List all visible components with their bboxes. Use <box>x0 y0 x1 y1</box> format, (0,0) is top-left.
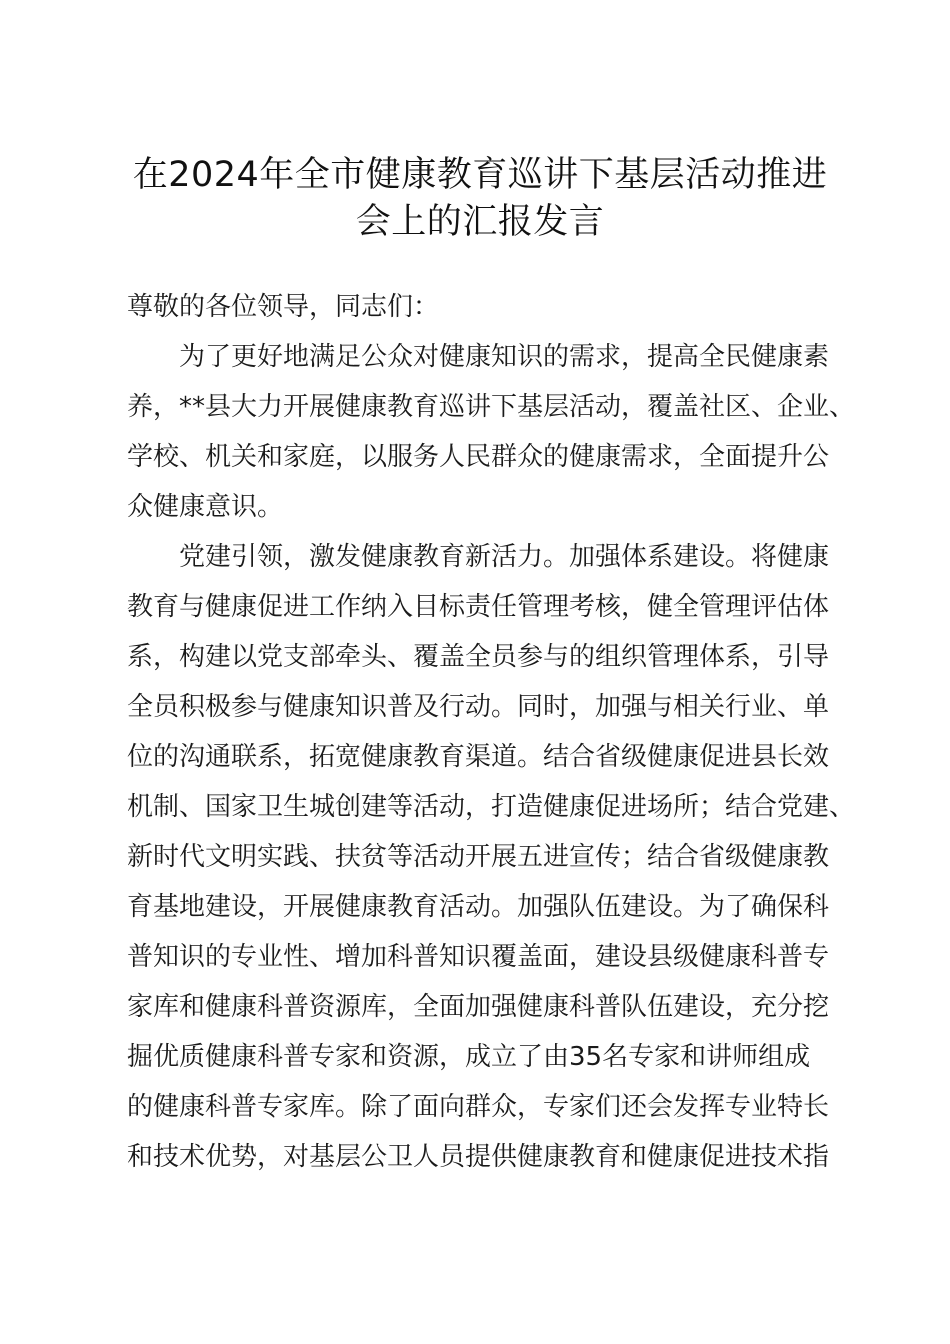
paragraph-line: 育基地建设，开展健康教育活动。加强队伍建设。为了确保科 <box>127 892 830 922</box>
paragraph-line: 为了更好地满足公众对健康知识的需求，提高全民健康素 <box>179 342 830 372</box>
paragraph-line: 家库和健康科普资源库，全面加强健康科普队伍建设，充分挖 <box>127 992 830 1022</box>
paragraph-2 <box>127 532 856 1182</box>
paragraph-line: 机制、国家卫生城创建等活动，打造健康促进场所；结合党建、 <box>127 792 856 822</box>
paragraph-line: 全员积极参与健康知识普及行动。同时，加强与相关行业、单 <box>127 692 830 722</box>
paragraph-line: 系，构建以党支部牵头、覆盖全员参与的组织管理体系，引导 <box>127 642 830 672</box>
paragraph-line: 教育与健康促进工作纳入目标责任管理考核，健全管理评估体 <box>127 592 830 622</box>
document-title <box>100 152 860 246</box>
paragraph-line: 党建引领，激发健康教育新活力。加强体系建设。将健康 <box>179 542 830 572</box>
salutation-text: 尊敬的各位领导，同志们： <box>127 292 440 322</box>
paragraph-line: 掘优质健康科普专家和资源，成立了由35名专家和讲师组成 <box>127 1042 811 1072</box>
paragraph-line: 众健康意识。 <box>127 492 284 522</box>
paragraph-line: 位的沟通联系，拓宽健康教育渠道。结合省级健康促进县长效 <box>127 742 830 772</box>
paragraph-line: 的健康科普专家库。除了面向群众，专家们还会发挥专业特长 <box>127 1092 830 1122</box>
title-line-1: 在2024年全市健康教育巡讲下基层活动推进 <box>132 155 828 195</box>
paragraph-line: 普知识的专业性、增加科普知识覆盖面，建设县级健康科普专 <box>127 942 830 972</box>
salutation <box>127 282 839 332</box>
document-body <box>127 282 856 1182</box>
paragraph-line: 新时代文明实践、扶贫等活动开展五进宣传；结合省级健康教 <box>127 842 830 872</box>
paragraph-1 <box>127 332 856 532</box>
paragraph-line: 养，**县大力开展健康教育巡讲下基层活动，覆盖社区、企业、 <box>127 392 856 422</box>
title-line-2: 会上的汇报发言 <box>355 202 605 242</box>
paragraph-line: 学校、机关和家庭，以服务人民群众的健康需求，全面提升公 <box>127 442 830 472</box>
paragraph-line: 和技术优势，对基层公卫人员提供健康教育和健康促进技术指 <box>127 1142 830 1172</box>
